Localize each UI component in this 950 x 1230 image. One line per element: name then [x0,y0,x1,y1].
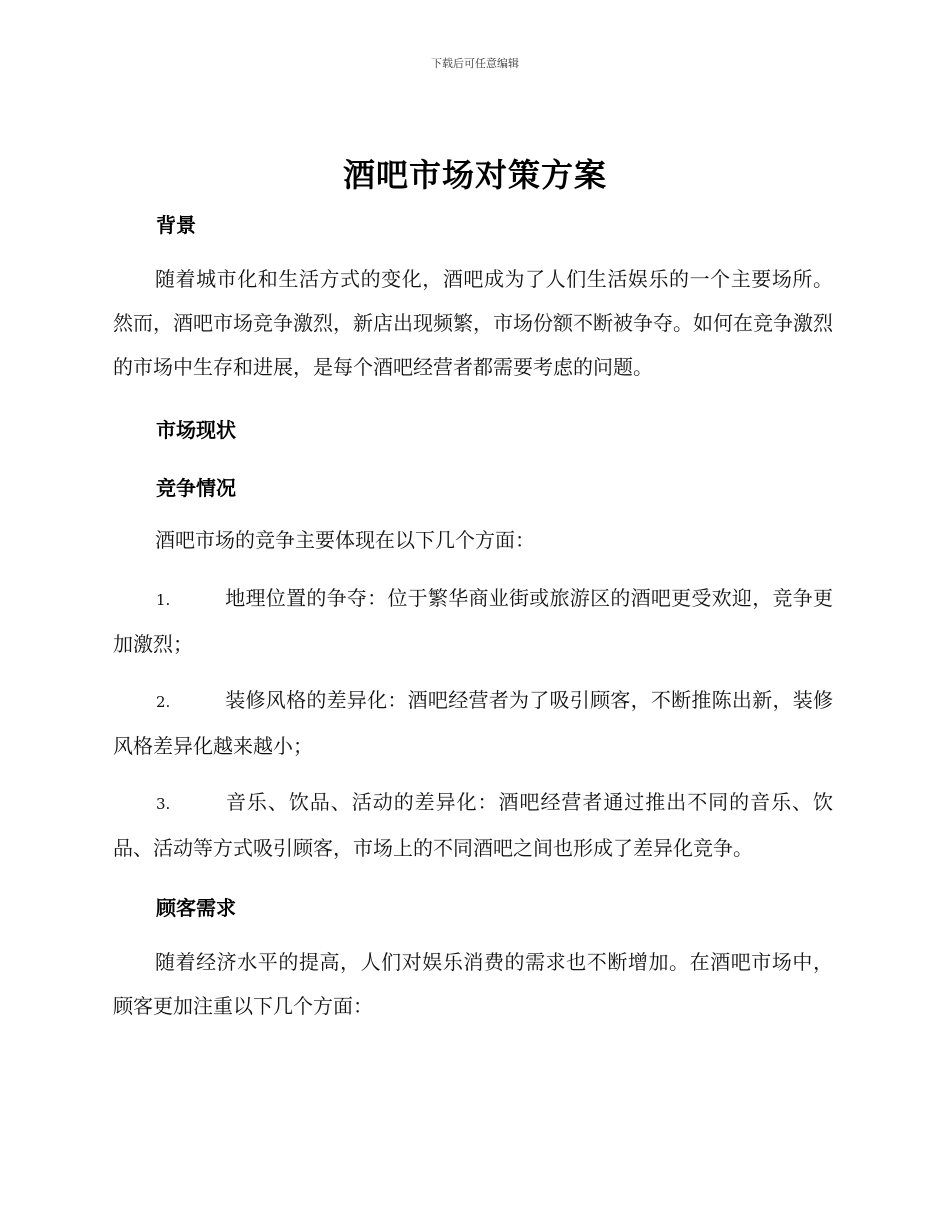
list-item-number: 1. [156,591,171,609]
document-title: 酒吧市场对策方案 [342,156,607,194]
list-item-text: 地理位置的争夺：位于繁华商业街或旅游区的酒吧更受欢迎，竞争更加激烈； [113,586,833,656]
list-item-number: 2. [156,693,171,711]
list-item [113,576,833,666]
section-heading-customer: 顾客需求 [156,896,236,920]
paragraph-competition-intro: 酒吧市场的竞争主要体现在以下几个方面： [155,528,535,552]
paragraph-customer: 随着经济水平的提高，人们对娱乐消费的需求也不断增加。在酒吧市场中，顾客更加注重以下几个方面： [113,950,833,1018]
list-item [113,678,833,768]
section-heading-market: 市场现状 [156,418,236,442]
list-item-number: 3. [156,795,171,813]
section-heading-competition: 竞争情况 [156,476,236,500]
section-heading-background: 背景 [156,213,196,237]
list-item-text: 装修风格的差异化：酒吧经营者为了吸引顾客，不断推陈出新，装修风格差异化越来越小； [113,688,833,758]
header-note: 下载后可任意编辑 [431,57,519,70]
list-item-text: 音乐、饮品、活动的差异化：酒吧经营者通过推出不同的音乐、饮品、活动等方式吸引顾客，市场上的不同酒吧之间也形成了差异化竞争。 [113,790,833,860]
list-item [113,780,833,870]
paragraph-background: 随着城市化和生活方式的变化，酒吧成为了人们生活娱乐的一个主要场所。然而，酒吧市场竞争激烈，新店出现频繁，市场份额不断被争夺。如何在竞争激烈的市场中生存和进展，是每个酒吧经营者都需要考虑的问题。 [113,267,833,379]
